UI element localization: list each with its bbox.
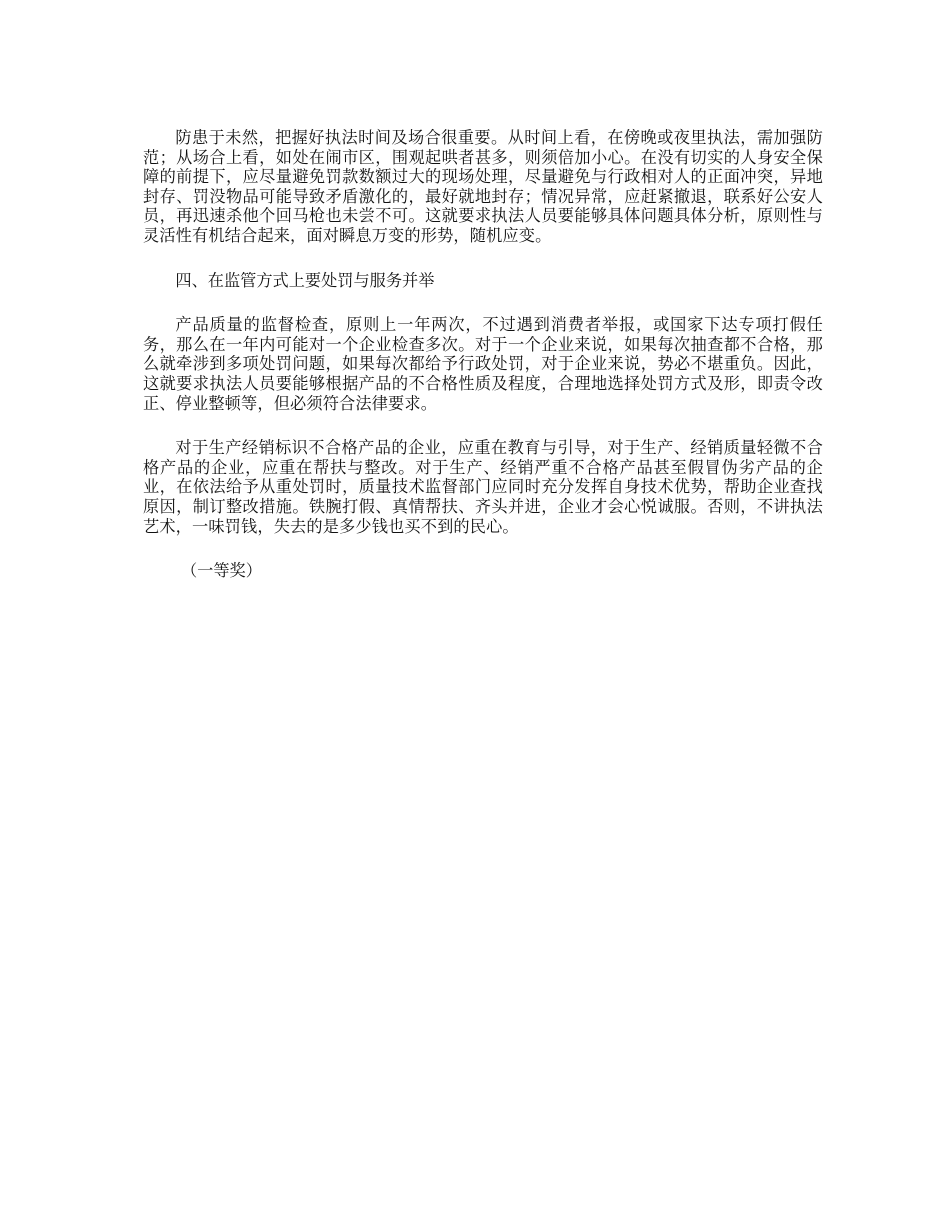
award-label: （一等奖） [181, 561, 262, 581]
section-heading: 四、在监管方式上要处罚与服务并举 [175, 270, 435, 290]
paragraph-safety: 防患于未然，把握好执法时间及场合很重要。从时间上看，在傍晚或夜里执法，需加强防范；从场合上看，如处在闹市区，围观起哄者甚多，则须倍加小心。在没有切实的人身安全保障的前提下，应尽量避免罚款数额过大的现场处理，尽量避免与行政相对人的正面冲突，异地封存、罚没物品可能导致矛盾激化的，最好就地封存；情况异常，应赶紧撤退，联系好公安人员，再迅速杀他个回马枪也未尝不可。这就要求执法人员要能够具体问题具体分析，原则性与灵活性有机结合起来，面对瞬息万变的形势，随机应变。 [143, 128, 823, 245]
paragraph-inspection: 产品质量的监督检查，原则上一年两次，不过遇到消费者举报，或国家下达专项打假任务，那么在一年内可能对一个企业检查多次。对于一个企业来说，如果每次抽查都不合格，那么就牵涉到多项处罚问题，如果每次都给予行政处罚，对于企业来说，势必不堪重负。因此，这就要求执法人员要能够根据产品的不合格性质及程度，合理地选择处罚方式及形，即责令改正、停业整顿等，但必须符合法律要求。 [143, 315, 823, 413]
document-body [143, 128, 823, 581]
paragraph-enterprise: 对于生产经销标识不合格产品的企业，应重在教育与引导，对于生产、经销质量轻微不合格产品的企业，应重在帮扶与整改。对于生产、经销严重不合格产品甚至假冒伪劣产品的企业，在依法给予从重处罚时，质量技术监督部门应同时充分发挥自身技术优势，帮助企业查找原因，制订整改措施。铁腕打假、真情帮扶、齐头并进，企业才会心悦诚服。否则，不讲执法艺术，一味罚钱，失去的是多少钱也买不到的民心。 [143, 438, 823, 536]
